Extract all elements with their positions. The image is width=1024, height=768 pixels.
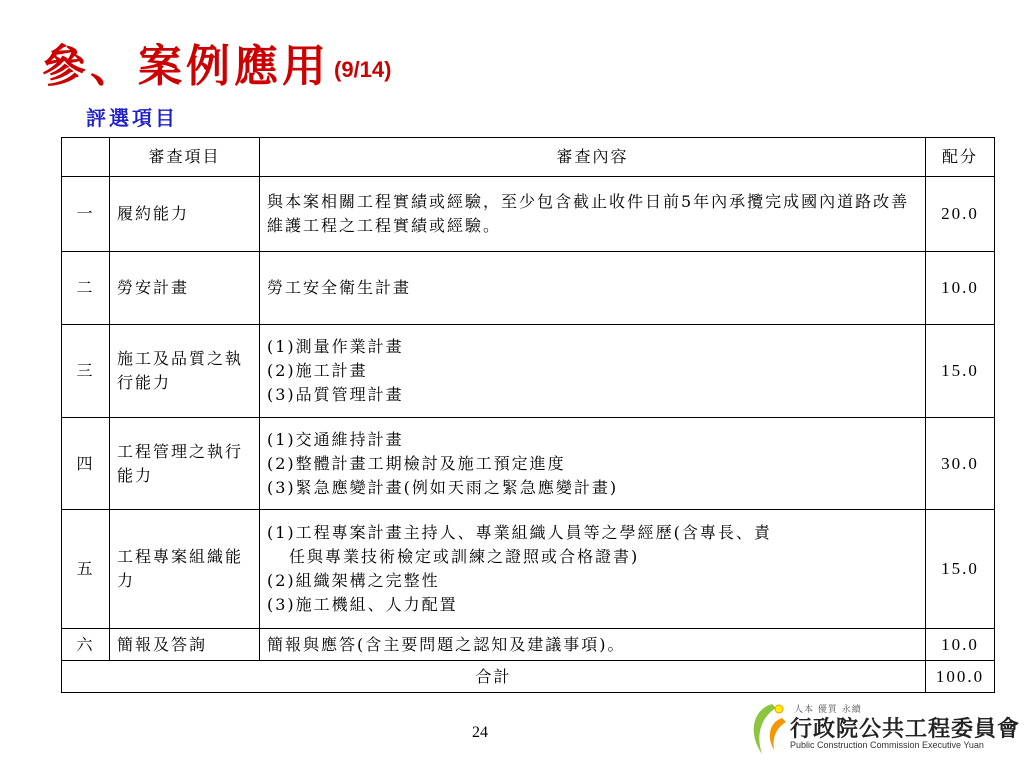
table-row <box>62 325 995 418</box>
content-line: (3)施工機組、人力配置 <box>267 595 458 614</box>
table-header-row <box>62 138 995 177</box>
header-num <box>62 138 110 177</box>
row-item: 履約能力 <box>110 177 260 252</box>
row-score: 15.0 <box>926 325 995 418</box>
row-content <box>260 418 926 510</box>
pcc-emblem-icon <box>746 700 788 758</box>
evaluation-table <box>61 137 995 693</box>
section-subtitle: 評選項目 <box>86 106 178 130</box>
content-line: (3)緊急應變計畫(例如天雨之緊急應變計畫) <box>267 477 619 497</box>
table-row <box>62 177 995 252</box>
logo-slogan: 人本 優質 永續 <box>794 705 862 715</box>
header-score: 配分 <box>926 138 995 177</box>
page-number: 24 <box>472 724 488 741</box>
row-content <box>260 510 926 629</box>
content-line: (3)品質管理計畫 <box>267 385 404 404</box>
logo-name: 行政院公共工程委員會 <box>790 717 1021 742</box>
total-label: 合計 <box>62 661 926 693</box>
content-line: (1)測量作業計畫 <box>267 337 404 356</box>
header-content: 審查內容 <box>260 138 926 177</box>
row-item: 勞安計畫 <box>110 252 260 325</box>
row-num: 四 <box>62 418 110 510</box>
content-line: (2)組織架構之完整性 <box>267 571 440 590</box>
row-num: 六 <box>62 629 110 661</box>
content-line: (1)交通維持計畫 <box>267 429 404 449</box>
row-score: 10.0 <box>926 629 995 661</box>
table-row <box>62 510 995 629</box>
row-content <box>260 629 926 661</box>
slide-title-text: 參、案例應用 <box>42 41 330 92</box>
table-row <box>62 629 995 661</box>
row-item: 工程管理之執行能力 <box>110 418 260 510</box>
row-item: 工程專案組織能力 <box>110 510 260 629</box>
row-score: 20.0 <box>926 177 995 252</box>
header-item: 審查項目 <box>110 138 260 177</box>
table-total-row <box>62 661 995 693</box>
row-content <box>260 325 926 418</box>
content-line: (1)工程專案計畫主持人、專業組織人員等之學經歷(含專長、責 <box>267 523 772 542</box>
content-line: 任與專業技術檢定或訓練之證照或合格證書) <box>289 547 640 566</box>
page-indicator: (9/14) <box>334 57 392 82</box>
row-num: 一 <box>62 177 110 252</box>
content-line: 勞工安全衛生計畫 <box>267 278 412 297</box>
row-item: 施工及品質之執行能力 <box>110 325 260 418</box>
content-line: 簡報與應答(含主要問題之認知及建議事項)。 <box>267 634 626 654</box>
table-row <box>62 252 995 325</box>
content-line: (2)施工計畫 <box>267 361 368 380</box>
row-score: 15.0 <box>926 510 995 629</box>
content-line: 與本案相關工程實績或經驗，至少包含截止收件日前5年內承攬完成國內道路改善維護工程之工程實績或經驗。 <box>267 192 910 235</box>
row-item: 簡報及答詢 <box>110 629 260 661</box>
row-content <box>260 177 926 252</box>
pcc-logo <box>746 700 1021 760</box>
logo-english-name: Public Construction Commission Executive Yuan <box>790 740 984 750</box>
slide-title <box>42 30 391 94</box>
row-num: 三 <box>62 325 110 418</box>
row-content <box>260 252 926 325</box>
row-score: 30.0 <box>926 418 995 510</box>
content-line: (2)整體計畫工期檢討及施工預定進度 <box>267 453 566 473</box>
table-row <box>62 418 995 510</box>
row-score: 10.0 <box>926 252 995 325</box>
row-num: 五 <box>62 510 110 629</box>
row-num: 二 <box>62 252 110 325</box>
total-score: 100.0 <box>926 661 995 693</box>
